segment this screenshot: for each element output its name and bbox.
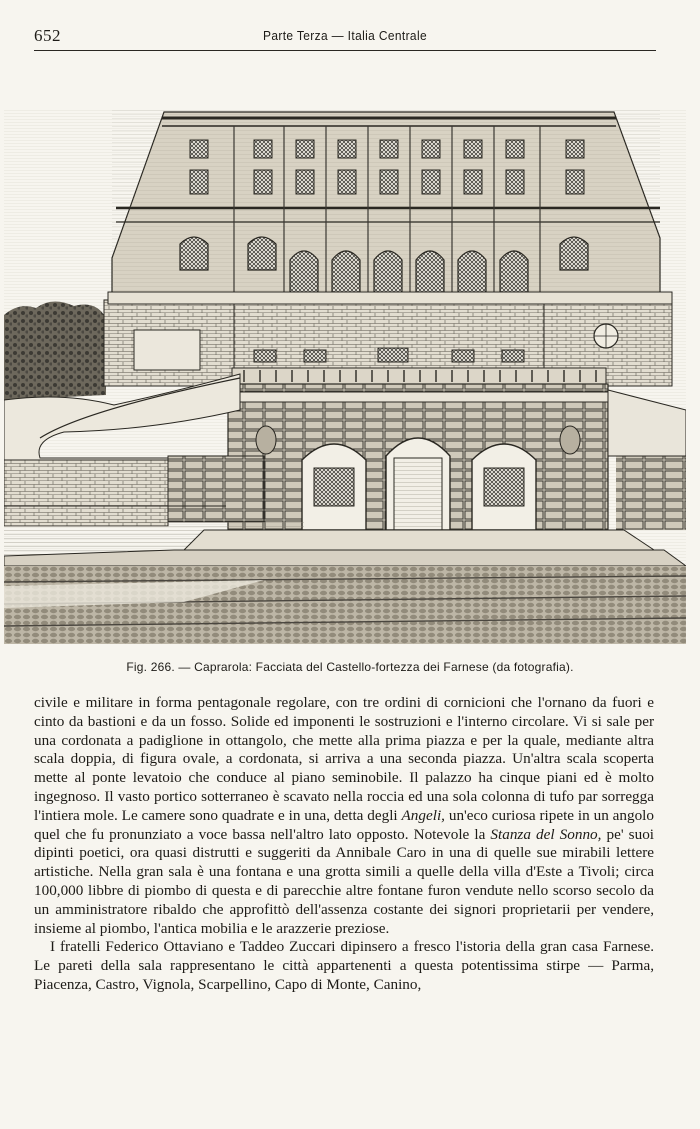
figure-caption: Fig. 266. — Caprarola: Facciata del Castello-fortezza dei Farnese (da fotografia).	[126, 660, 574, 674]
text-run: pe' suoi dipinti poetici, ora quasi distrutti e suggeriti da Annibale Caro in una di quelle sue mirabili lettere artistiche. Nella gran sala è una fontana e una grotta simili a quelle della villa d'Este a Tivoli; circa 100,000 libbre di piombo di questa e di parecchie altre fontane furon vendute nello scorso secolo da un amministratore ribaldo che approfittò dell'assenza costante dei signori proprietarii per vendere, insieme al piombo, l'antica mobilia e le arazzerie preziose.	[34, 825, 655, 937]
running-head	[34, 26, 656, 51]
running-title: Parte Terza — Italia Centrale	[262, 28, 428, 43]
page-number: 652	[34, 26, 61, 45]
text-run: civile e militare in forma pentagonale regolare, con tre ordini di cornicioni che l'ornano da fuori e cinto da bastioni e da un fosso. Solide ed imponenti le sostruzioni e l'interno circolare. Vi si sale per una cordonata a padiglione in ottangolo, che mette alla prima piazza e per la quale, mediante altra scala doppia, di figura ovale, a cordonata, si arriva a una seconda piazza. Un'altra scala scoperta mette al ponte levatoio che conduce al piano seminobile. Il palazzo ha cinque piani ed è molto ingegnoso. Il vasto portico sotterraneo è scavato nella roccia ed una sola colonna di tufo par sorregga l'intiera mole. Le camere sono quadrate e in una, detta degli	[34, 694, 654, 824]
paragraph	[34, 694, 654, 938]
text-run: un'eco curiosa ripete in un angolo quel che fu pronunziato a voce bassa nell'altro lato opposto. Notevole la	[34, 806, 654, 843]
paragraph: I fratelli Federico Ottaviano e Taddeo Zuccari dipinsero a fresco l'istoria della gran casa Farnese. Le pareti della sala rappresentano le città appartenenti a questa potentissima stirpe — Parma, Piacenza, Castro, Vignola, Scarpellino, Capo di Monte, Canino,	[34, 938, 654, 993]
italic-term-angeli: Angeli,	[401, 806, 445, 824]
engraving-figure	[4, 110, 686, 644]
body-text	[34, 694, 654, 995]
italic-term-stanza-del-sonno: Stanza del Sonno,	[490, 825, 602, 843]
farnese-palace-engraving	[4, 110, 686, 644]
